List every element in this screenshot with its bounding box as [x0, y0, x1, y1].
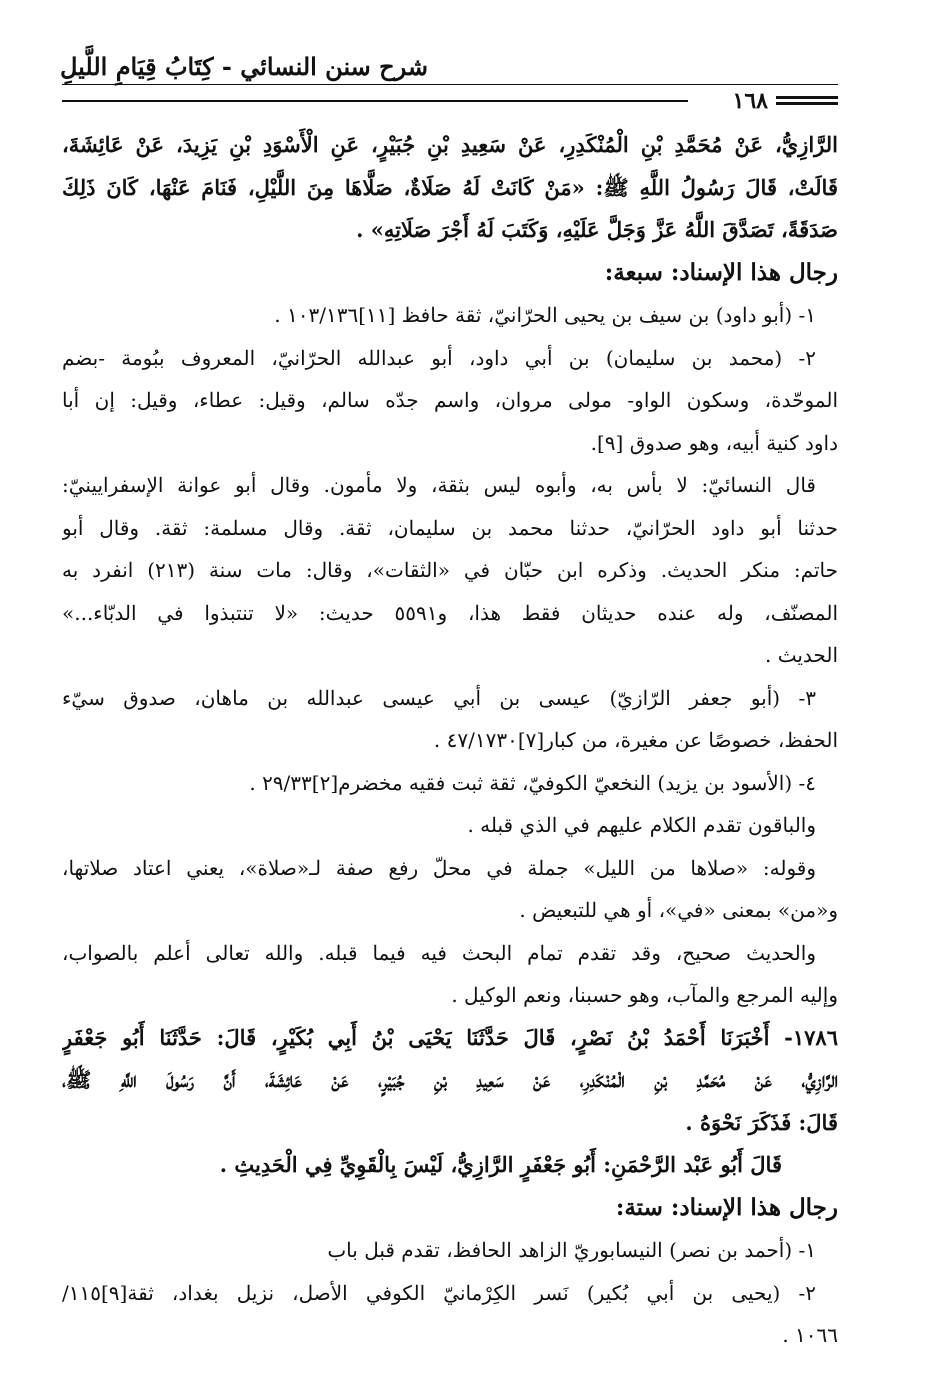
page-number-row [62, 88, 838, 114]
running-header-title: شرح سنن النسائي - كِتَابُ قِيَامِ اللَّيلِ [60, 52, 428, 81]
text-line: والحديث صحيح، وقد تقدم تمام البحث فيه فيما قبله. والله تعالى أعلم بالصواب، [62, 940, 816, 965]
text-line: ٢- (محمد بن سليمان) بن أبي داود، أبو عبدالله الحرّانيّ، المعروف ببُومة -بضم [62, 345, 816, 370]
section-heading: رجال هذا الإسناد: ستة: [615, 1193, 838, 1221]
text-line: ١- (أبو داود) بن سيف بن يحيى الحرّانيّ، ثقة حافظ [١١]١٠٣/١٣٦ . [274, 303, 816, 327]
text-line: صَدَقَةً، تَصَدَّقَ اللَّهُ عَزَّ وَجَلَّ عَلَيْهِ، وَكَتَبَ لَهُ أَجْرَ صَلَاتِهِ» . [356, 217, 838, 242]
text-line: داود كنية أبيه، وهو صدوق [٩]. [590, 430, 838, 455]
text-line: الحفظ، خصوصًا عن مغيرة، من كبار[٧]٤٧/١٧٣٠ . [433, 728, 838, 752]
text-line: ٤- (الأسود بن يزيد) النخعيّ الكوفيّ، ثقة ثبت فقيه مخضرم[٢]٢٩/٣٣ . [249, 770, 816, 795]
text-line: الحديث . [765, 643, 838, 667]
text-line: ٣- (أبو جعفر الرّازيّ) عيسى بن أبي عيسى عبدالله بن ماهان، صدوق سيّء [62, 685, 816, 710]
section-heading: رجال هذا الإسناد: سبعة: [604, 258, 838, 286]
page-number-rule [62, 100, 688, 102]
text-line: قال النسائيّ: لا بأس به، وأبوه ليس بثقة، ولا مأمون. وقال أبو عوانة الإسفرايينيّ: [62, 473, 816, 497]
text-line: المصنّف، وله عنده حديثان فقط هذا، و٥٥٩١ حديث: «لا تنتبذوا في الدبّاء...» [62, 600, 838, 625]
text-line: وإليه المرجع والمآب، وهو حسبنا، ونعم الوكيل . [451, 983, 838, 1007]
text-line: قَالَ: فَذَكَرَ نَحْوَهُ . [685, 1109, 838, 1135]
text-line: ١٧٨٦- أَخْبَرَنَا أَحْمَدُ بْنُ نَصْرٍ، قَالَ حَدَّثَنَا يَحْيَى بْنُ أَبِي بُكَيْرٍ، قَالَ: حَدَّثَنَا أَبُو جَعْفَرٍ [62, 1024, 838, 1050]
text-line: وقوله: «صلاها من الليل» جملة في محلّ رفع صفة لـ«صلاة»، يعني اعتاد صلاتها، [62, 855, 816, 880]
text-line: حاتم: منكر الحديث. وذكره ابن حبّان في «الثقات»، وقال: مات سنة (٢١٣) انفرد به [62, 558, 838, 582]
text-line: ١- (أحمد بن نصر) النيسابوريّ الزاهد الحافظ، تقدم قبل باب [327, 1238, 816, 1262]
double-rule-ornament [776, 96, 838, 108]
text-line: الرَّازِيُّ، عَنْ مُحَمَّدِ بْنِ الْمُنْكَدِرِ، عَنْ سَعِيدِ بْنِ جُبَيْرٍ، عَنْ عَائِشَةَ، أَنَّ رَسُولَ اللَّهِ ﷺ، [62, 1067, 838, 1092]
text-line: ٢- (يحيى بن أبي بُكير) نَسر الكِرْمانيّ الكوفي الأصل، نزيل بغداد، ثقة[٩]١١٥/ [62, 1280, 816, 1305]
body-text [62, 124, 838, 1357]
text-line: الموحّدة، وسكون الواو- مولى مروان، واسم جدّه سالم، وقيل: عطاء، وقيل: إن أبا [62, 388, 838, 412]
text-line: ١٠٦٦ . [782, 1323, 838, 1347]
text-line: قَالَ أَبُو عَبْد الرَّحْمَنِ: أَبُو جَعْفَرٍ الرَّازِيُّ، لَيْسَ بِالْقَوِيِّ فِي الْحَدِيثِ . [219, 1152, 782, 1177]
text-line: و«من» بمعنى «في»، أو هي للتبعيض . [519, 898, 838, 922]
text-line: والباقون تقدم الكلام عليهم في الذي قبله . [467, 813, 816, 837]
page-number: ١٦٨ [732, 88, 768, 114]
header-rule [62, 84, 838, 85]
text-line: قَالَتْ، قَالَ رَسُولُ اللَّهِ ﷺ: «مَنْ كَانَتْ لَهُ صَلَاةٌ، صَلَّاهَا مِنَ اللَّيْلِ، فَنَامَ عَنْهَا، كَانَ ذَلِكَ [62, 174, 838, 200]
text-line: الرَّازِيُّ، عَنْ مُحَمَّدِ بْنِ الْمُنْكَدِرِ، عَنْ سَعِيدِ بْنِ جُبَيْرٍ، عَنِ الْأَسْوَدِ بْنِ يَزِيدَ، عَنْ عَائِشَةَ، [62, 132, 838, 157]
text-line: حدثنا أبو داود الحرّانيّ، حدثنا محمد بن سليمان، ثقة. وقال مسلمة: ثقة. وقال أبو [62, 515, 838, 540]
